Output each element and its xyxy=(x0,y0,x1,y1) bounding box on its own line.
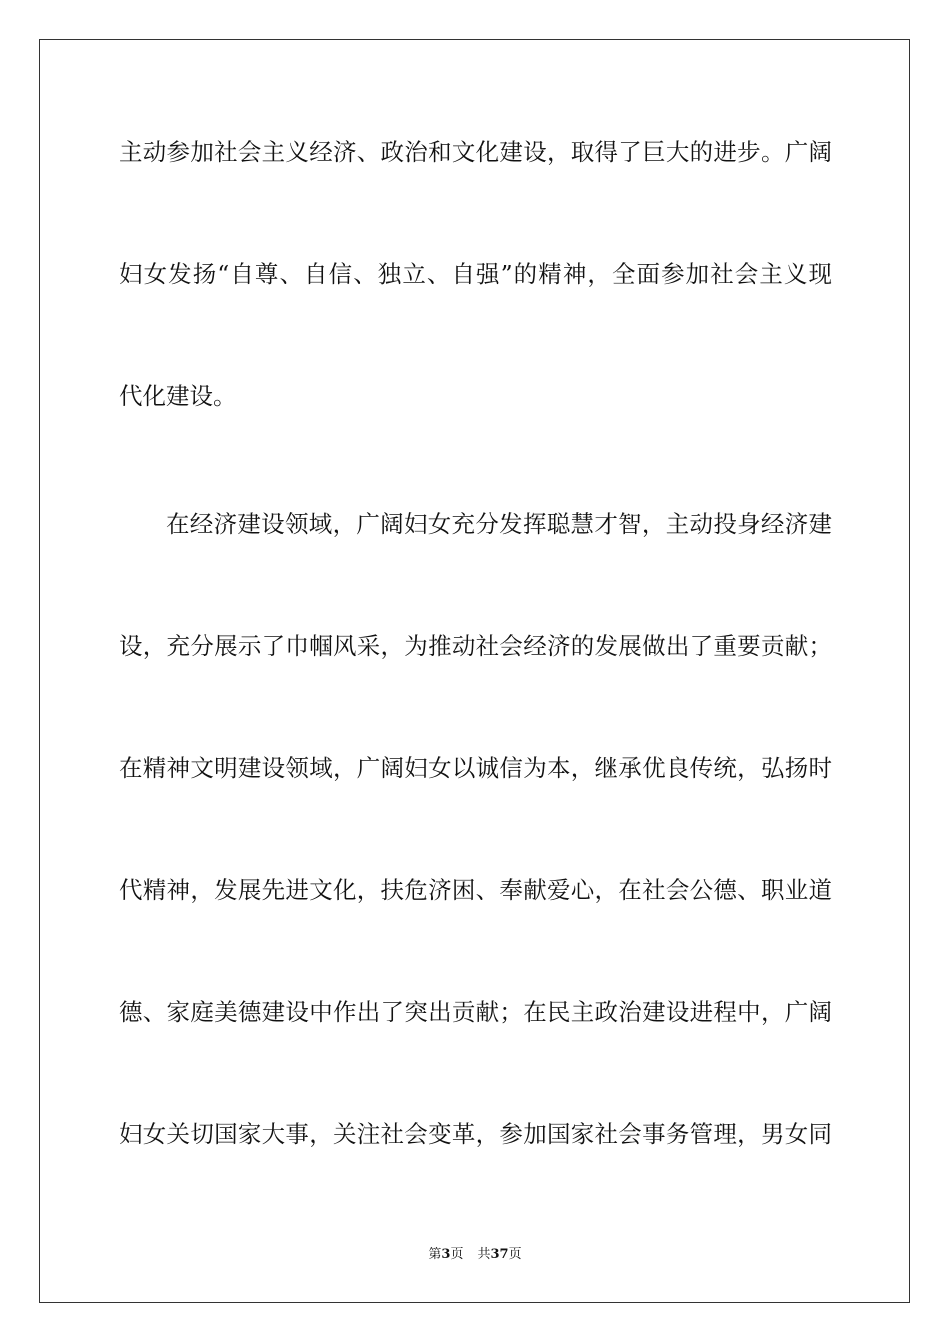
page-number: 3 xyxy=(441,1247,451,1262)
page-footer xyxy=(0,1246,950,1264)
text-line: 代精神，发展先进文化，扶危济困、奉献爱心，在社会公德、职业道 xyxy=(119,876,832,904)
text-line: 主动参加社会主义经济、政治和文化建设，取得了巨大的进步。广阔 xyxy=(119,138,832,166)
text-line: 妇女关切国家大事，关注社会变革，参加国家社会事务管理，男女同 xyxy=(119,1120,832,1148)
page-prefix: 第 xyxy=(428,1247,442,1262)
text-line: 德、家庭美德建设中作出了突出贡献；在民主政治建设进程中，广阔 xyxy=(119,998,832,1026)
text-line: 代化建设。 xyxy=(119,382,237,410)
text-line: 在精神文明建设领域，广阔妇女以诚信为本，继承优良传统，弘扬时 xyxy=(119,754,832,782)
text-line: 设，充分展示了巾帼风采，为推动社会经济的发展做出了重要贡献； xyxy=(119,632,832,660)
page-frame xyxy=(39,39,910,1303)
total-prefix: 共 xyxy=(477,1247,491,1262)
total-suffix: 页 xyxy=(508,1247,522,1262)
text-line: 妇女发扬“自尊、自信、独立、自强”的精神，全面参加社会主义现 xyxy=(119,260,832,288)
total-pages: 37 xyxy=(490,1247,509,1262)
paragraph-first-line: 在经济建设领域，广阔妇女充分发挥聪慧才智，主动投身经济建 xyxy=(166,510,832,538)
page-suffix: 页 xyxy=(450,1247,464,1262)
